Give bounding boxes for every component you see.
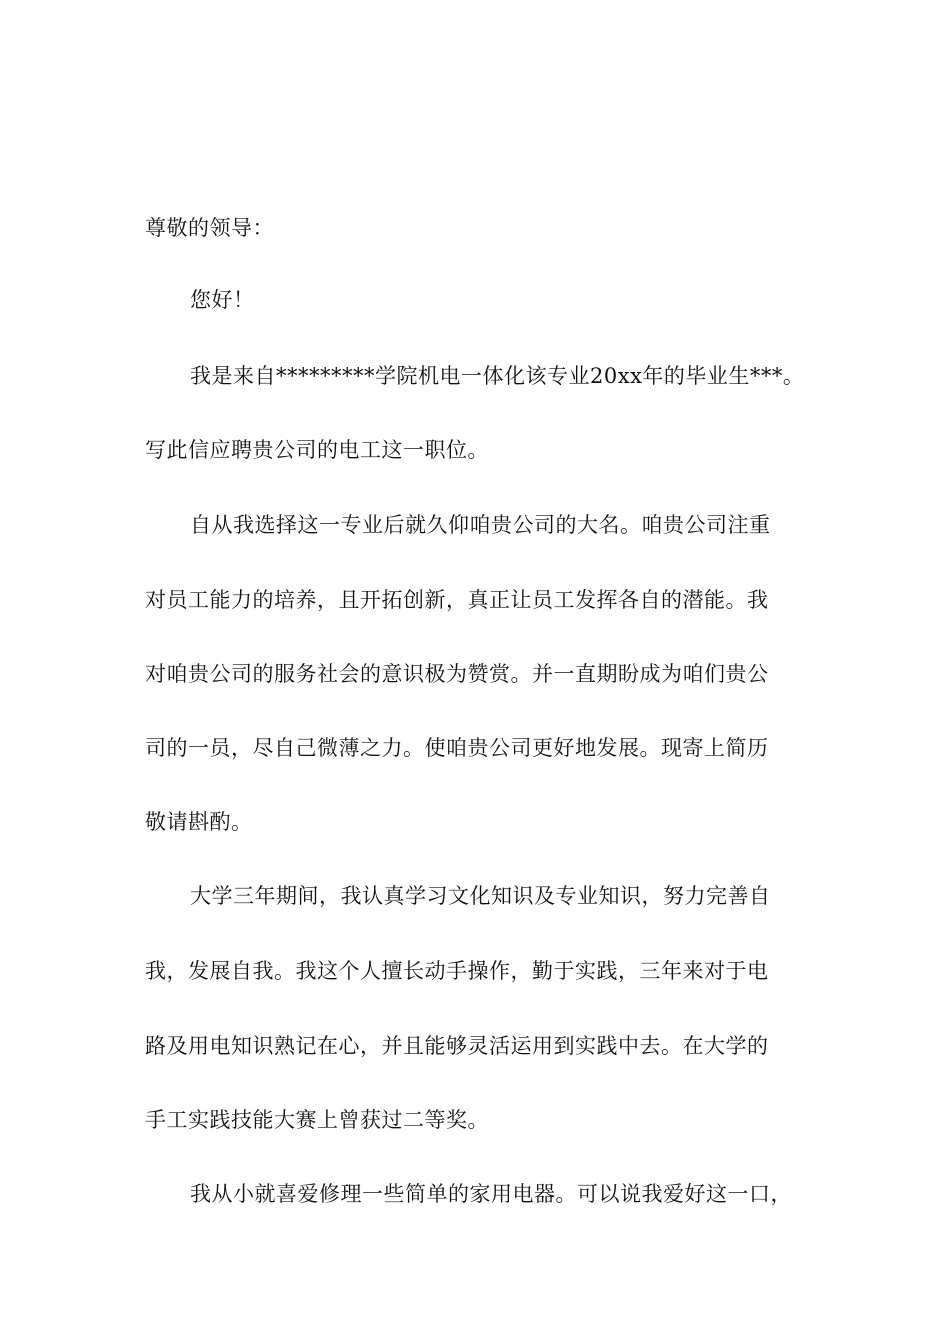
paragraph-line: 敬请斟酌。	[145, 810, 253, 834]
paragraph-line: 对员工能力的培养，且开拓创新，真正让员工发挥各自的潜能。我	[145, 588, 769, 612]
paragraph-line: 写此信应聘贵公司的电工这一职位。	[145, 438, 489, 462]
paragraph-line: 司的一员，尽自己微薄之力。使咱贵公司更好地发展。现寄上简历	[145, 736, 769, 760]
salutation: 尊敬的领导：	[145, 216, 274, 240]
greeting: 您好！	[190, 288, 255, 312]
paragraph-line: 我是来自*********学院机电一体化该专业20xx年的毕业生***。	[190, 364, 805, 388]
paragraph-line: 路及用电知识熟记在心，并且能够灵活运用到实践中去。在大学的	[145, 1034, 769, 1058]
paragraph-line: 自从我选择这一专业后就久仰咱贵公司的大名。咱贵公司注重	[190, 513, 771, 537]
paragraph-line: 我，发展自我。我这个人擅长动手操作，勤于实践，三年来对于电	[145, 959, 769, 983]
paragraph-line: 大学三年期间，我认真学习文化知识及专业知识，努力完善自	[190, 884, 771, 908]
paragraph-line: 对咱贵公司的服务社会的意识极为赞赏。并一直期盼成为咱们贵公	[145, 662, 769, 686]
paragraph-line: 手工实践技能大赛上曾获过二等奖。	[145, 1108, 489, 1132]
paragraph-line: 我从小就喜爱修理一些简单的家用电器。可以说我爱好这一口，	[190, 1182, 792, 1206]
